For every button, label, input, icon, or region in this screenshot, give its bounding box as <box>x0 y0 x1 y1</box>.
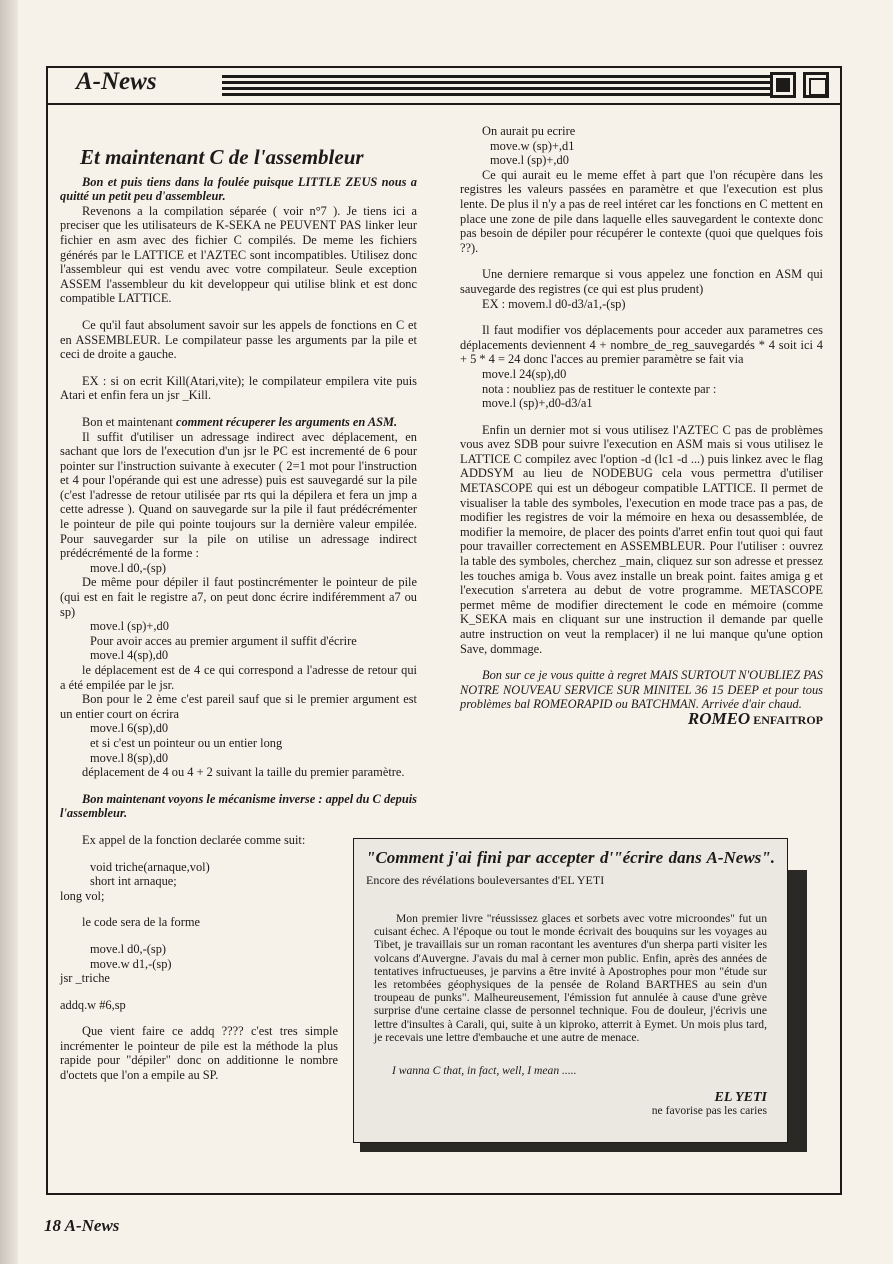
box-author: EL YETI <box>714 1090 767 1106</box>
paragraph: et si c'est un pointeur ou un entier long <box>90 735 283 750</box>
box-title: "Comment j'ai fini par accepter d'"écrire dans A-News". Encore des révélations bouleversantes d'EL YETI <box>366 848 775 887</box>
right-column <box>460 124 823 728</box>
code-line: move.l 8(sp),d0 <box>90 750 169 765</box>
header-stripes <box>222 75 770 97</box>
box-closing: I wanna C that, in fact, well, I mean ..... <box>392 1064 577 1078</box>
closing-paragraph: Bon sur ce je vous quitte à regret MAIS SURTOUT N'OUBLIEZ PAS NOTRE NOUVEAU SERVICE SUR MINITEL 36 15 DEEP et pour tous problèmes bal ROMEORAPID ou BATCHMAN. Arrivée d'air chaud. <box>460 668 823 712</box>
paragraph: De même pour dépiler il faut postincrémenter le pointeur de pile (qui est en fait le registre a7, on peut donc écrire indiféremment a7 ou sp) <box>60 575 417 619</box>
code-line: move.l d0,-(sp) <box>90 941 167 956</box>
paragraph: Ce qui aurait eu le meme effet à part que l'on récupère dans les registres les valeurs passées en paramètre et que l'execution est plus lente. De plus il n'y a pas de reel intéret car les fonctions en C mettent en place une zone de pile dans laquelle elles sauvegardent le contexte donc pas besoin de dépiler pour récupérer le contexte (quoi que quelques fois ??). <box>460 167 823 255</box>
paragraph: Pour avoir acces au premier argument il suffit d'écrire <box>90 633 357 648</box>
page-binding-edge <box>0 0 18 1264</box>
code-line: move.l 4(sp),d0 <box>90 648 169 663</box>
paragraph: Ce qu'il faut absolument savoir sur les appels de fonctions en C et en ASSEMBLEUR. Le compilateur passe les arguments par la pile et ceci de droite a gauche. <box>60 317 417 362</box>
window-outline-icon <box>803 72 829 98</box>
paragraph: EX : si on ecrit Kill(Atari,vite); le compilateur empilera vite puis Atari et enfin fera un jsr _Kill. <box>60 373 417 403</box>
code-line: long vol; <box>60 888 105 903</box>
paragraph: Revenons a la compilation séparée ( voir n°7 ). Je tiens ici a preciser que les utilisateurs de K-SEKA ne PEUVENT PAS linker leur fichier en asm avec des fichier C compilés. De meme les fichiers générés par le LATTICE et l'AZTEC sont incompatibles. Utilisez donc l'assembleur qui est vendu avec votre compilateur. Seule exception ASSEM l'assembleur du kit developpeur qui utilise blink et est donc compatible LATTICE. <box>60 203 417 306</box>
code-line: void triche(arnaque,vol) <box>90 859 210 874</box>
box-author-note: ne favorise pas les caries <box>651 1104 767 1118</box>
paragraph: Il suffit d'utiliser un adressage indirect avec déplacement, en sachant que lors de l'execution d'un jsr le PC est incrementé de 6 pour pointer sur l'instruction suivante à executer ( 2=1 mot pour l'instruction et 4 pour l'opérande qui est une adresse) puis est sauvegardé sur la pile (c'est l'adresse de retour utilisée par rts qui la dépilera et fera un jmp a cette adresse ). Quand on sauvegarde sur la pile il faut prédécrémenter le pointeur de pile qui pointe toujours sur la dernière valeur empilée. Pour sauvegarder sur la pile on utilise un adressage indirect prédécrémenté de la forme : <box>60 429 417 561</box>
code-line: move.w d1,-(sp) <box>90 956 172 971</box>
code-line: move.l 6(sp),d0 <box>90 721 169 736</box>
code-line: jsr _triche <box>60 971 110 986</box>
section-lead: Bon maintenant voyons le mécanisme inverse : appel du C depuis l'assembleur. <box>60 791 417 821</box>
article-lead: Bon et puis tiens dans la foulée puisque LITTLE ZEUS nous a quitté un petit peu d'assembleur. <box>60 174 417 204</box>
code-line: move.l 24(sp),d0 <box>482 366 567 381</box>
magazine-logo: A-News <box>76 68 157 95</box>
code-line: move.l d0,-(sp) <box>90 560 167 575</box>
page-footer: 18 A-News <box>44 1216 120 1235</box>
code-line: move.w (sp)+,d1 <box>490 138 575 153</box>
header-rule <box>46 103 842 105</box>
paragraph: Enfin un dernier mot si vous utilisez l'AZTEC C pas de problèmes vous avez SDB pour suivre l'execution en ASM mais si vous utilisez le LATTICE C compilez avec l'option -d (lc1 -d ...) puis linkez avec le flag ADDSYM au lieu de NODEBUG cela vous permettra d'utiliser METASCOPE qui est un débogeur compatible LATTICE. Il permet de visualiser la table des symboles, l'execution en mode trace pas a pas, de modifier les registres de voir la mémoire en hexa ou desassemblée, de modifier la memoire, de placer des points d'arret enfin tout quoi qui faut pour travailler correctement en ASSEMBLEUR. Pour l'utiliser : ouvrez la table des symboles, cherchez _main, cliquez sur son adresse et pressez les touches amiga b. Vous avez installe un break point. faites amiga g et l'execution s'arretera au debut de votre programme. METASCOPE permet même de modifier directement le code en mémoire (comme K_SEKA mais en cliquant sur une instruction il demande par quelle autre instruction on veut la remplacer) il ne lui manque qu'une option Save, dommage. <box>460 422 823 656</box>
code-line: move.l (sp)+,d0 <box>90 619 169 634</box>
page-header <box>46 66 842 104</box>
article-signature: ROMEO ENFAITROP <box>687 708 823 728</box>
code-line: move.l (sp)+,d0 <box>490 153 569 168</box>
paragraph: On aurait pu ecrire <box>482 124 576 138</box>
paragraph: le déplacement est de 4 ce qui correspond a l'adresse de retour qui a été empilée par le jsr. <box>60 663 417 692</box>
code-line: short int arnaque; <box>90 874 177 889</box>
code-line: move.l (sp)+,d0-d3/a1 <box>482 396 593 411</box>
paragraph: Il faut modifier vos déplacements pour acceder aux parametres ces déplacements deviennent 4 + nombre_de_reg_sauvegardés * 4 soit ici 4 + 5 * 4 = 24 donc l'acces au premier paramètre se fait via <box>460 323 823 367</box>
box-body: Mon premier livre "réussissez glaces et sorbets avec votre microondes" fut un cuisant échec. A l'époque ou tout le monde écrivait des bouquins sur les voyages au Tibet, je travaillais sur un roman racontant les aventures d'un sherpa parti visiter les volcans d'Auvergne. J'avais du mal à cerner mon public. Enfin, après des années de tentatives infructueuses, je parvins a être invité à Apostrophes pour mon "étude sur les retombées géophysiques de la pensée de Roland BARTHES au sein d'un troupeau de punks". Malheureusement, l'émission fut annulée à cause d'une grève surprise d'une certaine classe de personnel technique. Fou de douleur, j'écrivis une lettre d'insultes à Carali, qui, suite à un kiproko, atterrit à Eymet. Un mois plus tard, je recevais une lettre d'embauche et une autre de menace. <box>374 912 767 1044</box>
paragraph: déplacement de 4 ou 4 + 2 suivant la taille du premier paramètre. <box>82 765 405 780</box>
paragraph: le code sera de la forme <box>82 915 200 930</box>
paragraph: Une derniere remarque si vous appelez une fonction en ASM qui sauvegarde des registres (ce qui est plus prudent) <box>460 267 823 296</box>
window-icon <box>770 72 796 98</box>
sidebar-box <box>353 838 788 1143</box>
code-line: EX : movem.l d0-d3/a1,-(sp) <box>482 296 626 311</box>
paragraph: nota : noubliez pas de restituer le contexte par : <box>482 381 717 396</box>
paragraph: Ex appel de la fonction declarée comme suit: <box>82 832 306 847</box>
article-title: Et maintenant C de l'assembleur <box>80 145 364 169</box>
paragraph: Que vient faire ce addq ???? c'est tres simple incrémenter le pointeur de pile est la méthode la plus rapide pour "dépiler" donc on additionne le nombre d'octets que l'on a empile au SP. <box>60 1024 338 1083</box>
paragraph: Bon et maintenant comment récuperer les arguments en ASM. <box>82 414 398 429</box>
code-line: addq.w #6,sp <box>60 997 126 1012</box>
paragraph: Bon pour le 2 ème c'est pareil sauf que si le premier argument est un entier court on écrira <box>60 692 417 721</box>
